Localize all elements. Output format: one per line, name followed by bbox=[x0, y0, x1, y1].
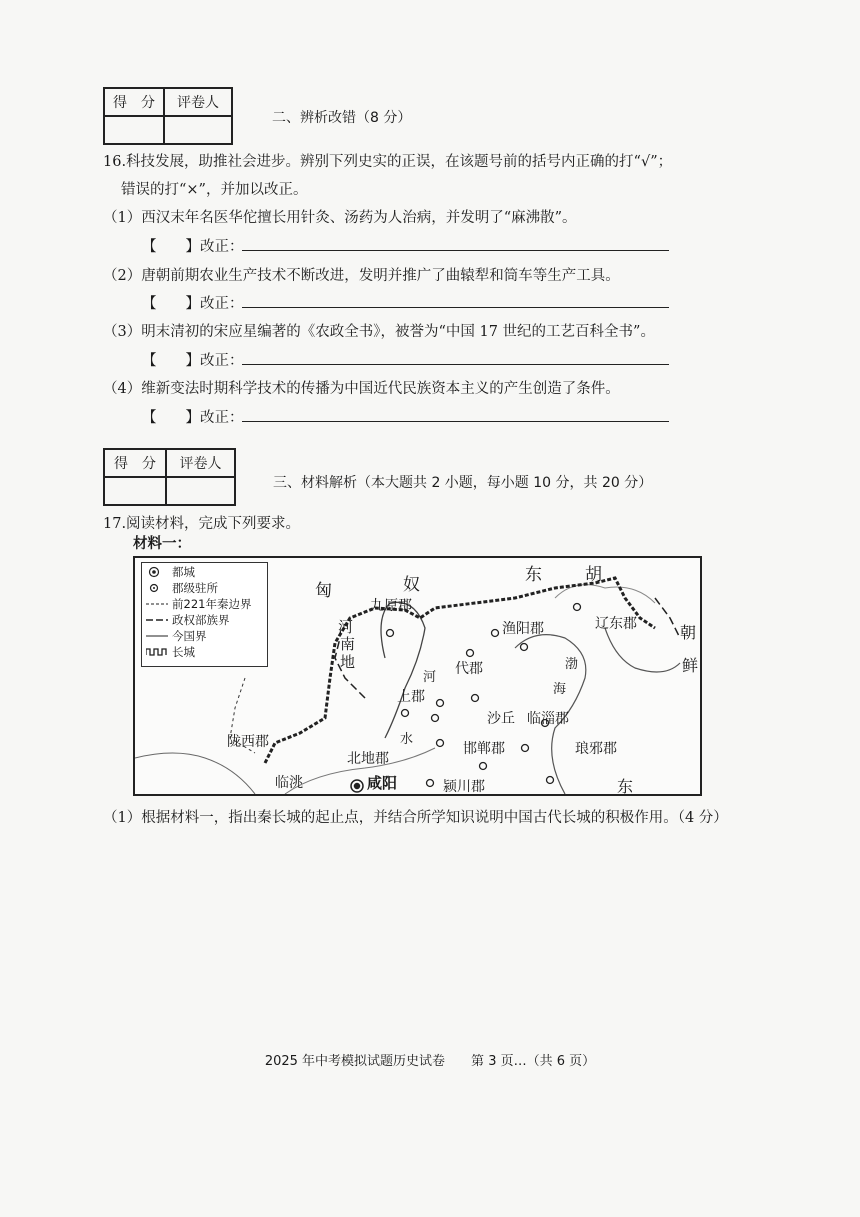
legend-item-national-border bbox=[146, 629, 207, 643]
q16-answer-prefix-1: 【 】改正： bbox=[142, 239, 244, 255]
grader-cell[interactable] bbox=[166, 477, 235, 505]
map-label-shaqiu: 沙丘 bbox=[487, 711, 515, 727]
legend-label-commandery: 郡级驻所 bbox=[172, 581, 218, 595]
section2-title: 二、辨析改错（8 分） bbox=[272, 110, 412, 126]
score-header: 得 分 bbox=[104, 88, 164, 116]
map-label-beidi: 北地郡 bbox=[347, 751, 389, 767]
map-label-he: 河 bbox=[423, 670, 437, 685]
q16-item-4: （4）维新变法时期科学技术的传播为中国近代民族资本主义的产生创造了条件。 bbox=[103, 381, 620, 397]
map-label-henan-3: 地 bbox=[340, 653, 356, 671]
q16-answer-line-3[interactable] bbox=[242, 364, 669, 365]
legend-label-tribe-border: 政权部族界 bbox=[172, 613, 230, 627]
map-label-handan: 邯郸郡 bbox=[463, 741, 505, 757]
map-label-yingchuan: 颍川郡 bbox=[443, 779, 485, 795]
legend-label-capital: 都城 bbox=[172, 565, 195, 579]
map-label-yuyang: 渔阳郡 bbox=[502, 621, 544, 637]
section3-title: 三、材料解析（本大题共 2 小题，每小题 10 分，共 20 分） bbox=[273, 475, 653, 491]
map-label-xian: 鲜 bbox=[682, 656, 699, 675]
page-footer: 2025 年中考模拟试题历史试卷 第 3 页…（共 6 页） bbox=[264, 1054, 596, 1069]
score-cell[interactable] bbox=[104, 116, 164, 144]
map-label-donghu-2: 胡 bbox=[585, 565, 602, 585]
q16-stem-line2: 错误的打“×”，并加以改正。 bbox=[121, 182, 308, 198]
legend-label-qin-border: 前221年秦边界 bbox=[172, 597, 252, 611]
legend-item-commandery bbox=[146, 581, 218, 595]
map-label-henan-1: 河 bbox=[338, 618, 354, 636]
q16-stem-line1: 16.科技发展，助推社会进步。辨别下列史实的正误，在该题号前的括号内正确的打“√”； bbox=[103, 154, 673, 170]
q17-answer-area[interactable] bbox=[103, 835, 753, 1035]
commandery-icon bbox=[146, 582, 168, 594]
tribe-border-line-icon bbox=[146, 614, 168, 626]
q17-subquestion-1: （1）根据材料一，指出秦长城的起止点，并结合所学知识说明中国古代长城的积极作用。（4 分） bbox=[103, 810, 728, 826]
national-border-line-icon bbox=[146, 630, 168, 642]
map-label-bo: 渤 bbox=[565, 657, 579, 672]
qin-border-line-icon bbox=[146, 598, 168, 610]
q16-answer-prefix-4: 【 】改正： bbox=[142, 410, 244, 426]
score-cell[interactable] bbox=[104, 477, 166, 505]
q16-answer-line-4[interactable] bbox=[242, 421, 669, 422]
legend-item-tribe-border bbox=[146, 613, 230, 627]
q16-answer-line-2[interactable] bbox=[242, 307, 669, 308]
q17-material-label: 材料一： bbox=[133, 535, 191, 552]
map-label-hai: 海 bbox=[553, 682, 567, 697]
qin-map bbox=[133, 556, 702, 796]
score-header: 得 分 bbox=[104, 449, 166, 477]
q16-item-2: （2）唐朝前期农业生产技术不断改进，发明并推广了曲辕犁和筒车等生产工具。 bbox=[103, 268, 620, 284]
map-label-shui: 水 bbox=[400, 732, 414, 747]
q16-item-1: （1）西汉末年名医华佗擅长用针灸、汤药为人治病，并发明了“麻沸散”。 bbox=[103, 210, 577, 226]
map-label-henan-2: 南 bbox=[340, 635, 356, 653]
map-legend bbox=[141, 562, 268, 667]
map-label-xiongnu-2: 奴 bbox=[403, 575, 420, 595]
map-label-langya: 琅邪郡 bbox=[575, 741, 617, 757]
legend-item-great-wall bbox=[146, 645, 195, 659]
q16-answer-prefix-3: 【 】改正： bbox=[142, 353, 244, 369]
map-label-dong: 东 bbox=[617, 777, 634, 796]
map-label-xiongnu-1: 匈 bbox=[315, 581, 332, 601]
map-label-linzi: 临淄郡 bbox=[527, 711, 569, 727]
legend-item-qin-border bbox=[146, 597, 251, 611]
legend-item-capital bbox=[146, 565, 195, 579]
map-label-liaodong: 辽东郡 bbox=[595, 616, 637, 632]
score-table-section3 bbox=[103, 448, 236, 506]
q16-item-3: （3）明末清初的宋应星编著的《农政全书》，被誉为“中国 17 世纪的工艺百科全书”。 bbox=[103, 324, 655, 340]
grader-header: 评卷人 bbox=[164, 88, 232, 116]
q16-answer-prefix-2: 【 】改正： bbox=[142, 296, 244, 312]
map-label-daijun: 代郡 bbox=[455, 661, 483, 677]
legend-label-great-wall: 长城 bbox=[172, 645, 195, 659]
map-label-donghu-1: 东 bbox=[525, 565, 542, 585]
map-label-lintao: 临洮 bbox=[275, 775, 303, 791]
map-label-jiuyuan: 九原郡 bbox=[370, 598, 412, 614]
grader-header: 评卷人 bbox=[166, 449, 235, 477]
grader-cell[interactable] bbox=[164, 116, 232, 144]
great-wall-icon bbox=[146, 646, 168, 658]
map-label-shangjun: 上郡 bbox=[397, 689, 425, 705]
map-label-longxi: 陇西郡 bbox=[227, 734, 269, 750]
q16-answer-line-1[interactable] bbox=[242, 250, 669, 251]
legend-label-national-border: 今国界 bbox=[172, 629, 207, 643]
q17-stem: 17.阅读材料，完成下列要求。 bbox=[103, 516, 301, 532]
map-label-xianyang: 咸阳 bbox=[367, 774, 398, 792]
capital-icon bbox=[146, 566, 168, 578]
map-label-chao: 朝 bbox=[680, 623, 697, 642]
score-table-section2 bbox=[103, 87, 233, 145]
